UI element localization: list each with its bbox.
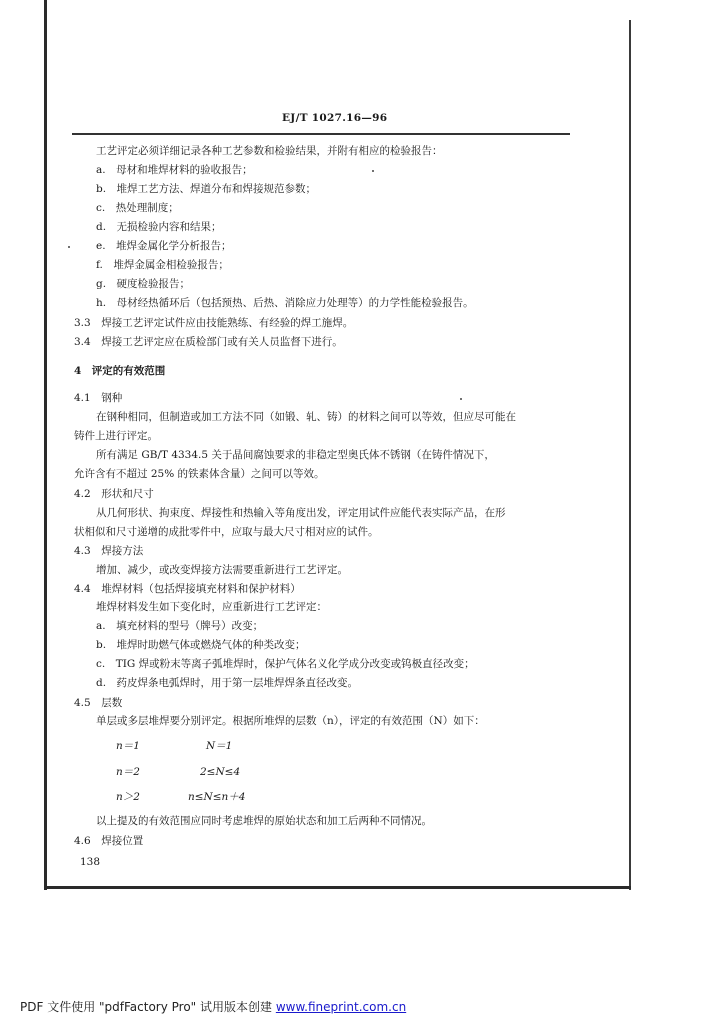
clause-4-5-note: 以上提及的有效范围应同时考虑堆焊的原始状态和加工后两种不同情况。	[96, 815, 432, 827]
scan-edge-left	[44, 0, 47, 890]
clause-4-1-text: 允许含有不超过 25% 的铁素体含量）之间可以等效。	[74, 468, 325, 480]
report-item: f. 堆焊金属金相检验报告；	[96, 259, 229, 271]
report-item: d. 无损检验内容和结果；	[96, 221, 222, 233]
clause-3-4: 3.4 焊接工艺评定应在质检部门或有关人员监督下进行。	[74, 336, 343, 348]
clause-4-4-item: c. TIG 焊或粉末等离子弧堆焊时，保护气体名义化学成分改变或钨极直径改变；	[96, 658, 475, 670]
report-item: c. 热处理制度；	[96, 202, 179, 214]
report-item: b. 堆焊工艺方法、焊道分布和焊接规范参数；	[96, 183, 317, 195]
clause-4-1-text: 在钢种相同，但制造或加工方法不同（如锻、轧、铸）的材料之间可以等效，但应尽可能在	[96, 411, 516, 423]
clause-4-3-title: 4.3 焊接方法	[74, 545, 144, 557]
layer-range: n≤N≤n＋4	[188, 791, 246, 803]
layer-range: 2≤N≤4	[200, 766, 241, 778]
scan-edge-bottom	[44, 886, 631, 889]
scan-speck	[460, 398, 462, 400]
footer-link[interactable]: www.fineprint.com.cn	[275, 1000, 407, 1014]
clause-3-3: 3.3 焊接工艺评定试件应由技能熟练、有经验的焊工施焊。	[74, 317, 354, 329]
clause-4-1-text: 所有满足 GB/T 4334.5 关于晶间腐蚀要求的非稳定型奥氏体不锈钢（在铸件情况下，	[96, 449, 495, 461]
scan-speck	[68, 246, 70, 248]
scan-edge-right	[629, 20, 631, 890]
scan-speck	[372, 170, 374, 172]
pdf-factory-footer	[20, 998, 406, 1015]
intro-text: 工艺评定必须详细记录各种工艺参数和检验结果，并附有相应的检验报告：	[96, 145, 443, 157]
clause-4-2-text: 状相似和尺寸递增的成批零件中，应取与最大尺寸相对应的试件。	[74, 526, 379, 538]
clause-4-5-text: 单层或多层堆焊要分别评定。根据所堆焊的层数（n），评定的有效范围（N）如下：	[96, 715, 485, 727]
clause-4-4-title: 4.4 堆焊材料（包括焊接填充材料和保护材料）	[74, 583, 301, 595]
layer-range: N＝1	[206, 740, 233, 752]
clause-4-1-text: 铸件上进行评定。	[74, 430, 158, 442]
report-item: a. 母材和堆焊材料的验收报告；	[96, 164, 253, 176]
page-number: 138	[80, 856, 101, 868]
clause-4-4-item: a. 填充材料的型号（牌号）改变；	[96, 620, 264, 632]
clause-4-4-item: b. 堆焊时助燃气体或燃烧气体的种类改变；	[96, 639, 306, 651]
report-item: g. 硬度检验报告；	[96, 278, 191, 290]
footer-text: PDF 文件使用 "pdfFactory Pro" 试用版本创建	[20, 1000, 276, 1014]
report-item: h. 母材经热循环后（包括预热、后热、消除应力处理等）的力学性能检验报告。	[96, 297, 474, 309]
clause-4-4-intro: 堆焊材料发生如下变化时，应重新进行工艺评定：	[96, 601, 327, 613]
clause-4-6-title: 4.6 焊接位置	[74, 835, 144, 847]
clause-4-2-text: 从几何形状、拘束度、焊接性和热输入等角度出发，评定用试件应能代表实际产品，在形	[96, 507, 506, 519]
section-4-title: 4 评定的有效范围	[74, 365, 166, 377]
clause-4-1-title: 4.1 钢种	[74, 392, 123, 404]
report-item: e. 堆焊金属化学分析报告；	[96, 240, 232, 252]
clause-4-5-title: 4.5 层数	[74, 697, 123, 709]
standard-code: EJ/T 1027.16—96	[282, 112, 388, 124]
header-rule	[72, 133, 570, 135]
clause-4-4-item: d. 药皮焊条电弧焊时，用于第一层堆焊焊条直径改变。	[96, 677, 359, 689]
clause-4-2-title: 4.2 形状和尺寸	[74, 488, 154, 500]
clause-4-3-text: 增加、减少，或改变焊接方法需要重新进行工艺评定。	[96, 564, 348, 576]
layer-count: n＞2	[116, 791, 140, 803]
layer-count: n＝1	[116, 740, 140, 752]
layer-count: n＝2	[116, 766, 140, 778]
